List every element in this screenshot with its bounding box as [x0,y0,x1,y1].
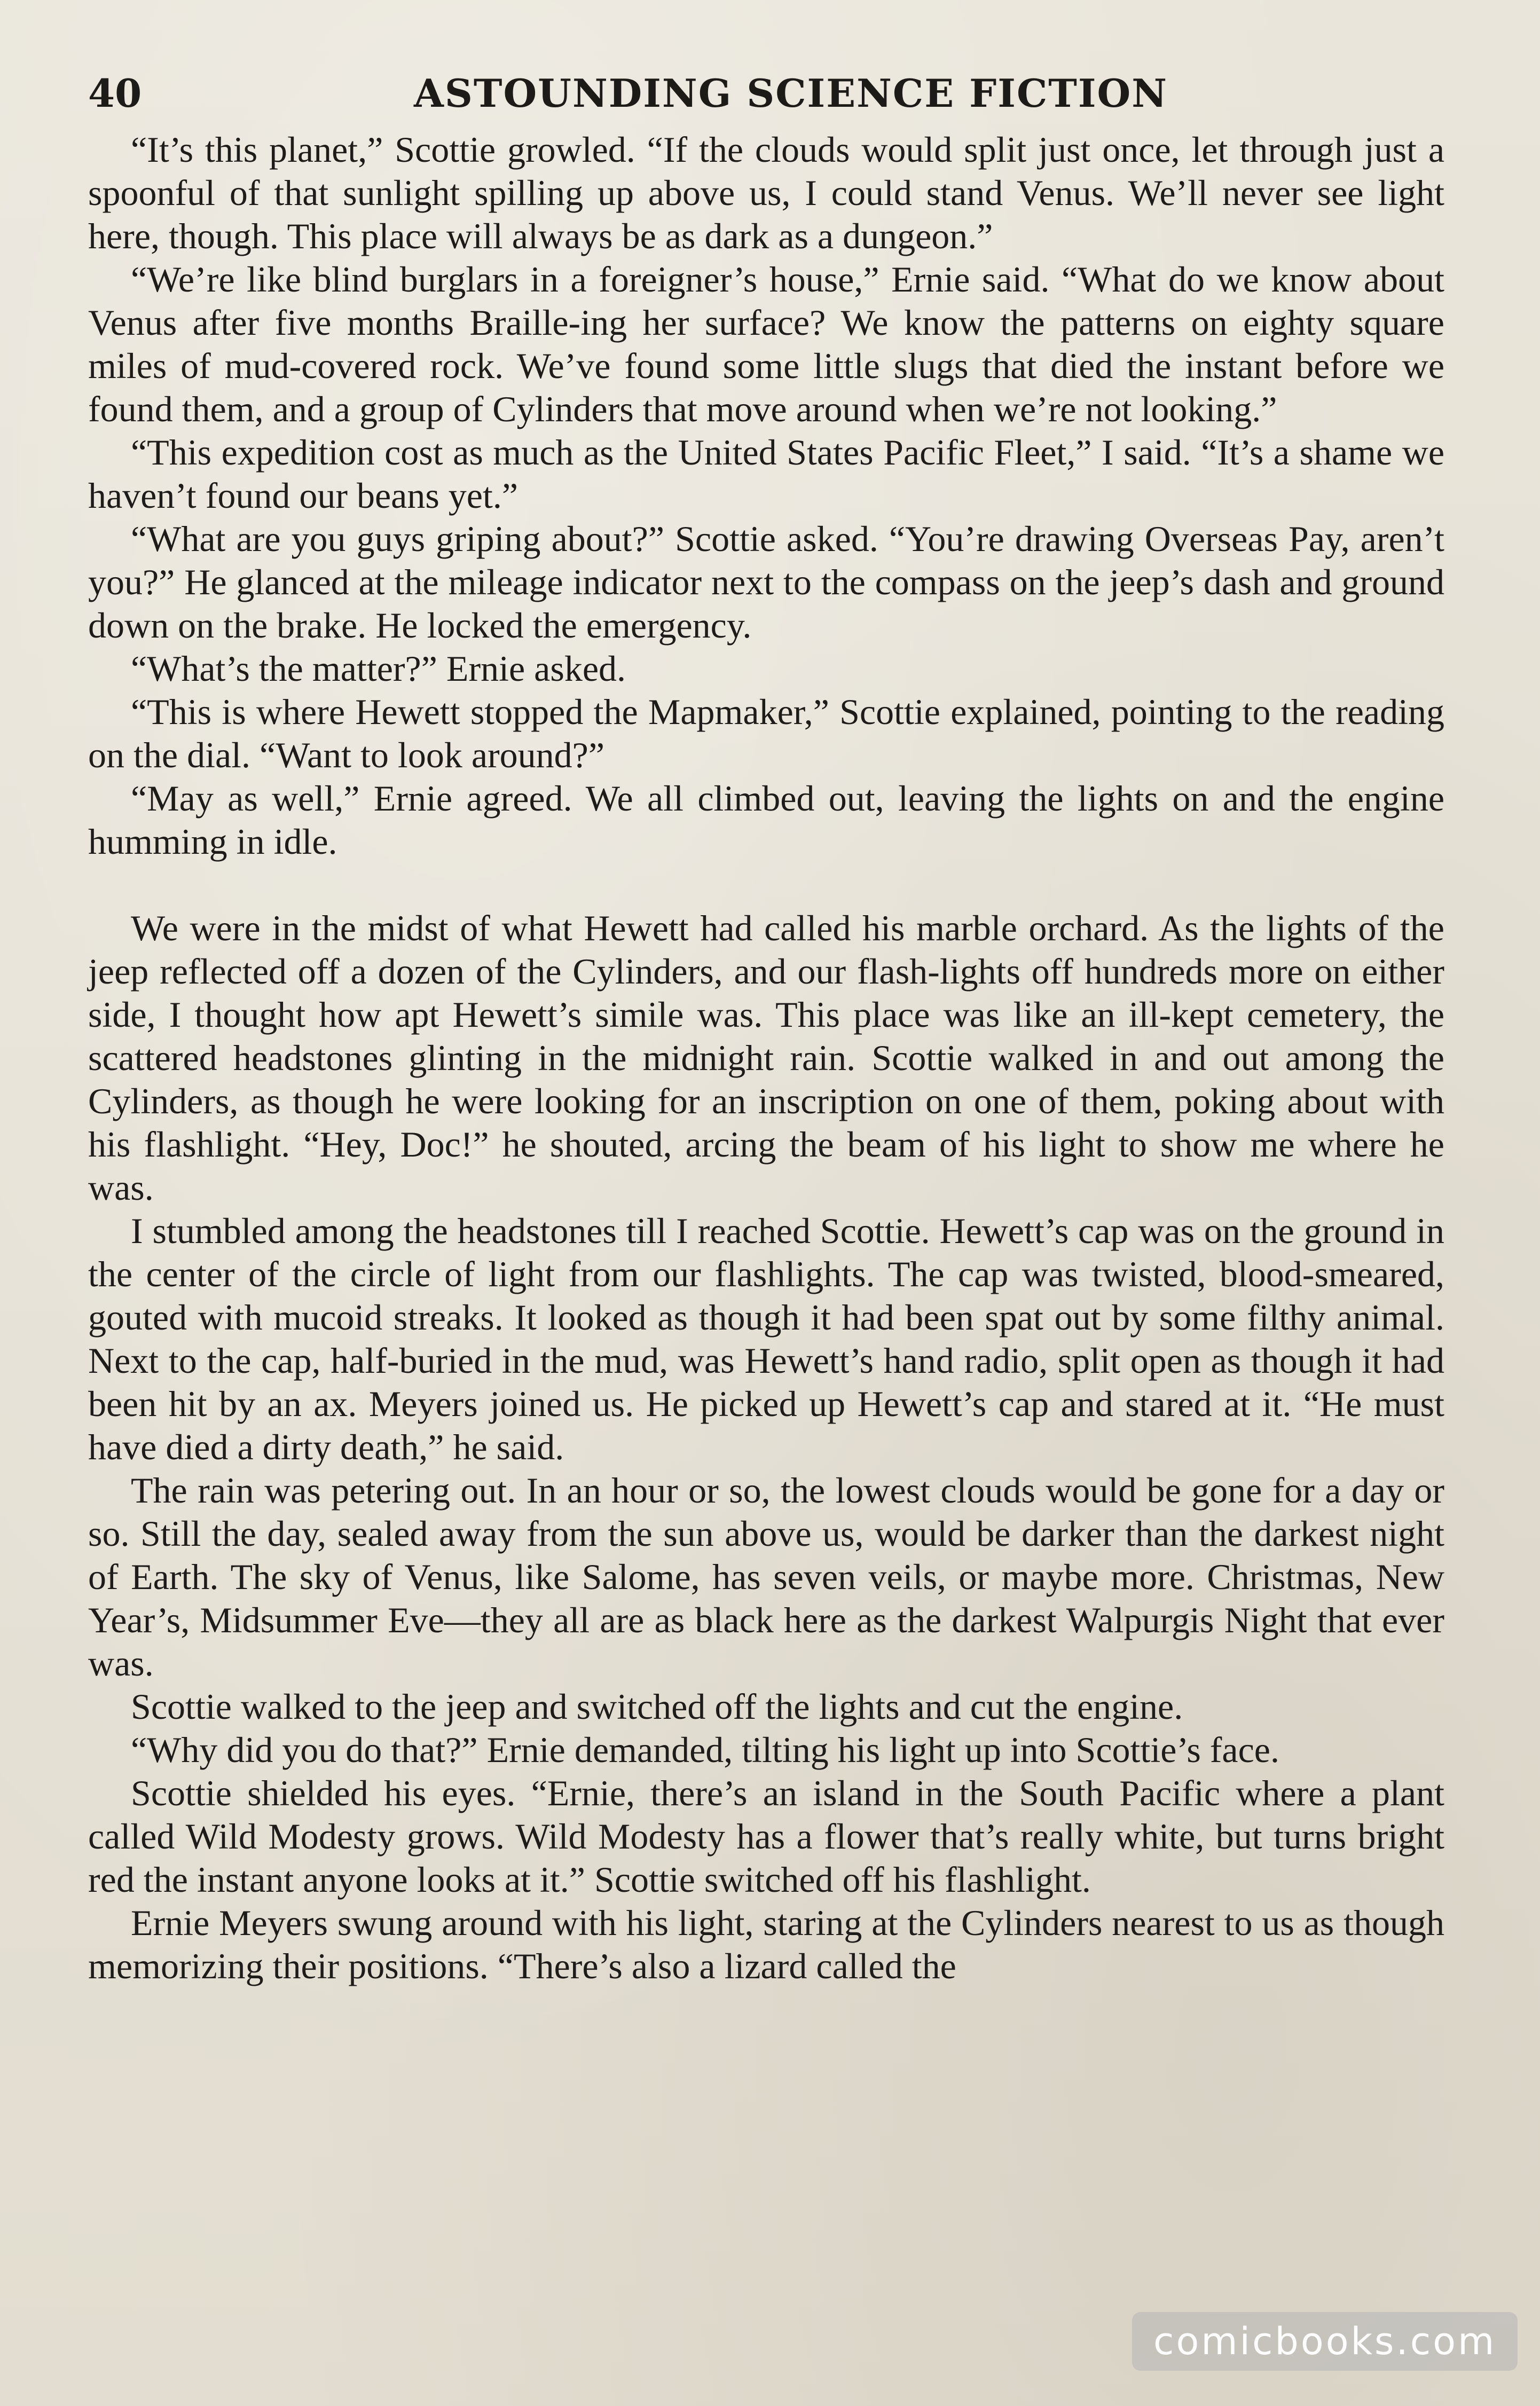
running-title: ASTOUNDING SCIENCE FICTION [414,70,1168,116]
paragraph: “This expedition cost as much as the United States Pacific Fleet,” I said. “It’s a shame we haven’t found our beans yet.” [88,432,1444,516]
story-text [88,128,1444,1988]
paragraph: “May as well,” Ernie agreed. We all climbed out, leaving the lights on and the engine humming in idle. [88,778,1444,862]
paragraph: I stumbled among the headstones till I reached Scottie. Hewett’s cap was on the ground in the center of the circle of light from our flashlights. The cap was twisted, blood-smeared, gouted with mucoid streaks. It looked as though it had been spat out by some filthy animal. Next to the cap, half-buried in the mud, was Hewett’s hand radio, split open as though it had been hit by an ax. Meyers joined us. He picked up Hewett’s cap and stared at it. “He must have died a dirty death,” he said. [88,1210,1444,1467]
paragraph: “What are you guys griping about?” Scottie asked. “You’re drawing Overseas Pay, aren’t you?” He glanced at the mileage indicator next to the compass on the jeep’s dash and ground down on the brake. He locked the emergency. [88,518,1444,646]
paragraph: Ernie Meyers swung around with his light, staring at the Cylinders nearest to us as though memorizing their positions. “There’s also a lizard called the [88,1902,1444,1986]
paragraph: “It’s this planet,” Scottie growled. “If the clouds would split just once, let through just a spoonful of that sunlight spilling up above us, I could stand Venus. We’ll never see light here, though. This place will always be as dark as a dungeon.” [88,129,1444,256]
page-number: 40 [88,70,142,116]
paragraph: “Why did you do that?” Ernie demanded, tilting his light up into Scottie’s face. [131,1729,1279,1770]
paragraph: Scottie walked to the jeep and switched off the lights and cut the engine. [131,1686,1183,1727]
paragraph: “We’re like blind burglars in a foreigner’s house,” Ernie said. “What do we know about Venus after five months Braille-ing her surface? We know the patterns on eighty square miles of mud-covered rock. We’ve found some little slugs that died the instant before we found them, and a group of Cylinders that move around when we’re not looking.” [88,259,1444,429]
paragraph: “This is where Hewett stopped the Mapmaker,” Scottie explained, pointing to the reading on the dial. “Want to look around?” [88,691,1444,775]
paragraph: We were in the midst of what Hewett had called his marble orchard. As the lights of the jeep reflected off a dozen of the Cylinders, and our flash-lights off hundreds more on either side, I thought how apt Hewett’s simile was. This place was like an ill-kept cemetery, the scattered headstones glinting in the midnight rain. Scottie walked in and out among the Cylinders, as though he were looking for an inscription on one of them, poking about with his flashlight. “Hey, Doc!” he shouted, arcing the beam of his light to show me where he was. [88,908,1444,1208]
paragraph: The rain was petering out. In an hour or so, the lowest clouds would be gone for a day or so. Still the day, sealed away from the sun above us, would be darker than the darkest night of Earth. The sky of Venus, like Salome, has seven veils, or maybe more. Christmas, New Year’s, Midsummer Eve—they all are as black here as the darkest Walpurgis Night that ever was. [88,1470,1444,1684]
watermark: comicbooks.com [1132,2312,1518,2371]
page-header [88,64,1444,123]
paragraph: Scottie shielded his eyes. “Ernie, there’s an island in the South Pacific where a plant called Wild Modesty grows. Wild Modesty has a flower that’s really white, but turns bright red the instant anyone looks at it.” Scottie switched off his flashlight. [88,1773,1444,1900]
paragraph: “What’s the matter?” Ernie asked. [131,648,626,689]
